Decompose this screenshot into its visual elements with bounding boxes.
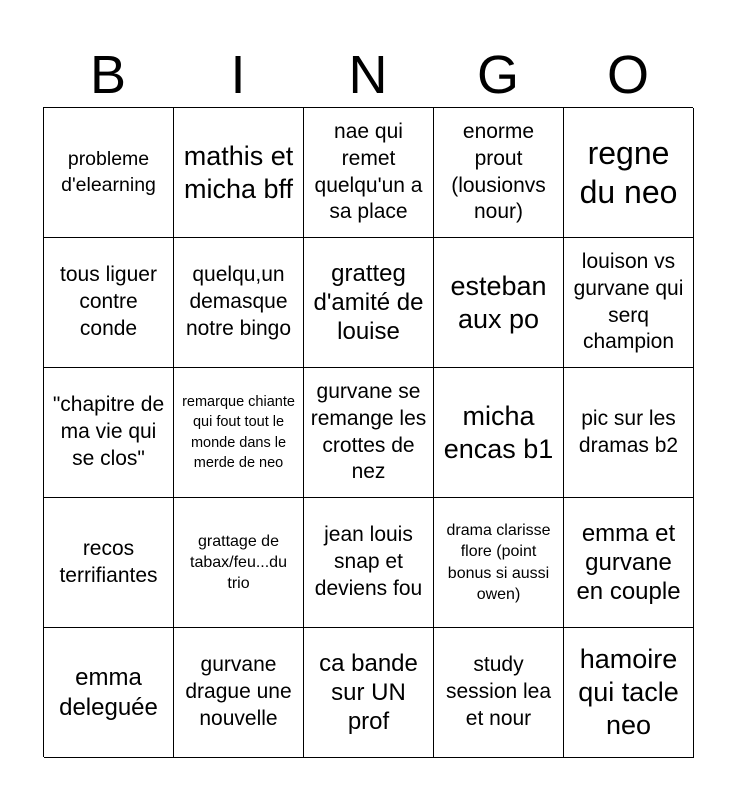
header-letter-i: I <box>230 45 246 105</box>
bingo-cell[interactable] <box>564 108 694 238</box>
cell-text: esteban aux po <box>450 270 547 334</box>
header-letter-n: N <box>348 45 388 105</box>
bingo-cell[interactable] <box>174 238 304 368</box>
cell-text: mathis et micha bff <box>183 140 294 204</box>
bingo-cell[interactable] <box>434 498 564 628</box>
bingo-cell[interactable] <box>174 368 304 498</box>
cell-text: louison vs gurvane qui serq champion <box>573 249 684 354</box>
bingo-cell[interactable] <box>44 108 174 238</box>
cell-text: quelqu,un demasque notre bingo <box>185 263 292 340</box>
bingo-header <box>43 44 693 106</box>
bingo-cell[interactable] <box>174 628 304 758</box>
cell-text: recos terrifiantes <box>59 536 158 587</box>
header-letter-o: O <box>606 45 649 105</box>
bingo-cell[interactable] <box>564 628 694 758</box>
bingo-cell[interactable] <box>44 368 174 498</box>
cell-text: ca bande sur UN prof <box>319 649 418 736</box>
bingo-cell[interactable] <box>44 628 174 758</box>
cell-text: emma et gurvane en couple <box>576 519 681 606</box>
cell-text: enorme prout (lousionvs nour) <box>451 119 546 224</box>
bingo-cell[interactable] <box>434 238 564 368</box>
bingo-cell[interactable] <box>174 108 304 238</box>
cell-text: jean louis snap et deviens fou <box>314 523 423 600</box>
bingo-cell[interactable] <box>434 628 564 758</box>
cell-text: gratteg d'amité de louise <box>313 259 424 346</box>
bingo-board <box>43 107 693 757</box>
cell-text: nae qui remet quelqu'un a sa place <box>314 119 423 224</box>
cell-text: pic sur les dramas b2 <box>578 406 679 457</box>
cell-text: emma deleguée <box>59 664 158 721</box>
bingo-cell[interactable] <box>304 498 434 628</box>
bingo-cell[interactable] <box>304 108 434 238</box>
bingo-cell[interactable] <box>434 108 564 238</box>
bingo-cell[interactable] <box>564 238 694 368</box>
cell-text: gurvane drague une nouvelle <box>185 653 292 730</box>
cell-text: "chapitre de ma vie qui se clos" <box>52 393 165 470</box>
header-letter-g: G <box>476 45 519 105</box>
bingo-cell[interactable] <box>304 368 434 498</box>
bingo-cell[interactable] <box>304 238 434 368</box>
cell-text: gurvane se remange les crottes de nez <box>310 379 427 484</box>
cell-text: study session lea et nour <box>445 653 552 730</box>
cell-text: drama clarisse flore (point bonus si aussi owen) <box>446 522 551 603</box>
cell-text: micha encas b1 <box>443 400 554 464</box>
header-letter-b: B <box>89 45 127 105</box>
cell-text: remarque chiante qui fout tout le monde dans le merde de neo <box>182 393 295 471</box>
bingo-cell[interactable] <box>44 238 174 368</box>
bingo-cell[interactable] <box>434 368 564 498</box>
bingo-cell[interactable] <box>174 498 304 628</box>
cell-text: grattage de tabax/feu...du trio <box>190 532 287 593</box>
cell-text: regne du neo <box>579 135 678 210</box>
cell-text: hamoire qui tacle neo <box>578 644 679 740</box>
bingo-cell[interactable] <box>44 498 174 628</box>
cell-text: probleme d'elearning <box>61 148 156 196</box>
bingo-cell[interactable] <box>564 368 694 498</box>
bingo-cell[interactable] <box>304 628 434 758</box>
cell-text: tous liguer contre conde <box>60 263 157 340</box>
bingo-cell[interactable] <box>564 498 694 628</box>
